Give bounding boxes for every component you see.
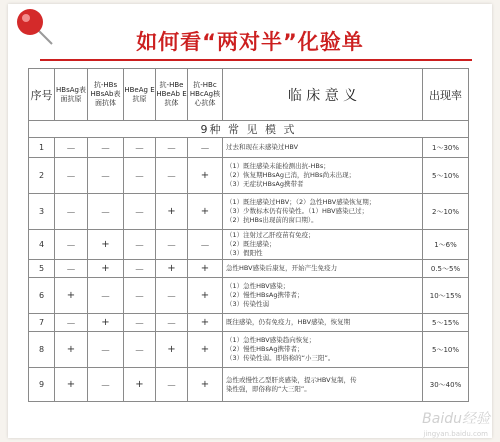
marker-cell: － (124, 260, 156, 278)
table-row (29, 368, 469, 402)
meaning-cell (223, 332, 423, 368)
rate-cell: 1～30% (423, 138, 469, 158)
row-number: 6 (29, 278, 55, 314)
table-row (29, 194, 469, 230)
marker-cell: － (156, 314, 188, 332)
marker-cell: + (55, 368, 88, 402)
marker-cell: － (55, 260, 88, 278)
marker-cell: － (88, 194, 124, 230)
marker-cell: + (188, 278, 223, 314)
marker-cell: － (156, 230, 188, 260)
marker-cell: － (156, 158, 188, 194)
marker-cell: + (188, 194, 223, 230)
marker-cell: + (156, 332, 188, 368)
marker-cell: + (188, 260, 223, 278)
title-underline (40, 59, 472, 61)
marker-cell: － (124, 138, 156, 158)
marker-cell: + (88, 230, 124, 260)
meaning-line: （3）假阳性 (226, 249, 263, 257)
header-hbeag: HBeAg E抗原 (124, 69, 156, 121)
marker-cell: － (156, 278, 188, 314)
row-number: 5 (29, 260, 55, 278)
marker-cell: + (88, 314, 124, 332)
meaning-line: （1）急性HBV感染； (226, 282, 290, 290)
marker-cell: + (124, 368, 156, 402)
meaning-cell (223, 260, 423, 278)
table-row (29, 138, 469, 158)
header-anti-hbs: 抗-HBs HBsAb表面抗体 (88, 69, 124, 121)
rate-cell: 0.5～5% (423, 260, 469, 278)
rate-cell: 30～40% (423, 368, 469, 402)
marker-cell: － (156, 138, 188, 158)
section-row (29, 121, 469, 138)
row-number: 7 (29, 314, 55, 332)
marker-cell: － (88, 332, 124, 368)
meaning-line: （3）传染性弱 (226, 300, 270, 308)
marker-cell: － (188, 230, 223, 260)
marker-cell: － (55, 194, 88, 230)
marker-cell: － (88, 368, 124, 402)
row-number: 2 (29, 158, 55, 194)
marker-cell: － (55, 138, 88, 158)
rate-cell: 10～15% (423, 278, 469, 314)
marker-cell: － (124, 230, 156, 260)
marker-cell: － (124, 332, 156, 368)
section-label: 9种 常 见 模 式 (29, 121, 469, 138)
meaning-line: （2）慢性HBsAg携带者； (226, 291, 304, 299)
marker-cell: － (88, 138, 124, 158)
marker-cell: － (88, 278, 124, 314)
meaning-cell (223, 194, 423, 230)
marker-cell: + (55, 332, 88, 368)
marker-cell: － (55, 158, 88, 194)
rate-cell: 2～10% (423, 194, 469, 230)
meaning-line: （3）传染性弱。即俗称的“小三阳”。 (226, 354, 335, 362)
row-number: 9 (29, 368, 55, 402)
meaning-line: （2）抗HBs出现前的窗口期）。 (226, 216, 318, 224)
meaning-line: （3）少数标本仍有传染性。（1）HBV感染已过； (226, 207, 369, 215)
marker-cell: － (88, 158, 124, 194)
marker-cell: + (156, 194, 188, 230)
meaning-cell (223, 138, 423, 158)
meaning-line: （1）既往感染过HBV；（2）急性HBV感染恢复期； (226, 198, 376, 206)
meaning-cell (223, 230, 423, 260)
table-row (29, 158, 469, 194)
marker-cell: + (156, 260, 188, 278)
meaning-line: （2）恢复期HBsAg已消，抗HBs尚未出现； (226, 171, 356, 179)
meaning-cell (223, 278, 423, 314)
marker-cell: + (188, 158, 223, 194)
marker-cell: － (156, 368, 188, 402)
marker-cell: + (188, 332, 223, 368)
meaning-line: （1）既往感染未能检测出抗-HBs； (226, 162, 330, 170)
table-header-row (29, 69, 469, 121)
meaning-line: （3）无症状HBsAg携带者 (226, 180, 304, 188)
watermark-url: jingyan.baidu.com (423, 430, 488, 438)
hbv-table (28, 68, 468, 402)
table-row (29, 260, 469, 278)
header-meaning: 临 床 意 义 (223, 69, 423, 121)
page-title: 如何看“两对半”化验单 (136, 30, 364, 54)
meaning-line: 急性或慢性乙型肝炎感染，提示HBV复制，传 (226, 375, 357, 384)
marker-cell: － (124, 194, 156, 230)
rate-cell: 1～6% (423, 230, 469, 260)
header-rate: 出现率 (423, 69, 469, 121)
marker-cell: － (124, 278, 156, 314)
marker-cell: + (188, 368, 223, 402)
meaning-cell (223, 314, 423, 332)
row-number: 3 (29, 194, 55, 230)
meaning-line: （1）急性HBV感染趋向恢复； (226, 336, 316, 344)
row-number: 4 (29, 230, 55, 260)
row-number: 1 (29, 138, 55, 158)
header-index: 序号 (29, 69, 55, 121)
table-row (29, 230, 469, 260)
meaning-line: 既往感染，仍有免疫力，HBV感染，恢复期 (226, 318, 351, 326)
watermark: Baidu经验 (422, 411, 490, 427)
rate-cell: 5～10% (423, 158, 469, 194)
meaning-line: （2）慢性HBsAg携带者； (226, 345, 304, 353)
meaning-cell (223, 368, 423, 402)
header-anti-hbe: 抗-HBe HBeAb E抗体 (156, 69, 188, 121)
header-anti-hbc: 抗-HBc HBcAg核心抗体 (188, 69, 223, 121)
meaning-cell (223, 158, 423, 194)
marker-cell: － (55, 314, 88, 332)
meaning-line: （1）注射过乙肝疫苗有免疫； (226, 231, 315, 239)
meaning-line: （2）既往感染； (226, 240, 276, 248)
marker-cell: － (124, 314, 156, 332)
marker-cell: － (55, 230, 88, 260)
rate-cell: 5～15% (423, 314, 469, 332)
meaning-line: 急性HBV感染后康复，开始产生免疫力 (226, 264, 338, 272)
table-row (29, 332, 469, 368)
marker-cell: + (55, 278, 88, 314)
marker-cell: + (88, 260, 124, 278)
table-row (29, 314, 469, 332)
marker-cell: － (188, 138, 223, 158)
marker-cell: － (124, 158, 156, 194)
rate-cell: 5～10% (423, 332, 469, 368)
table-row (29, 278, 469, 314)
meaning-line: 染性强，即俗称的“大三阳”。 (226, 384, 311, 393)
header-hbsag: HBsAg表面抗原 (55, 69, 88, 121)
marker-cell: + (188, 314, 223, 332)
meaning-line: 过去和现在未感染过HBV (226, 143, 299, 151)
row-number: 8 (29, 332, 55, 368)
